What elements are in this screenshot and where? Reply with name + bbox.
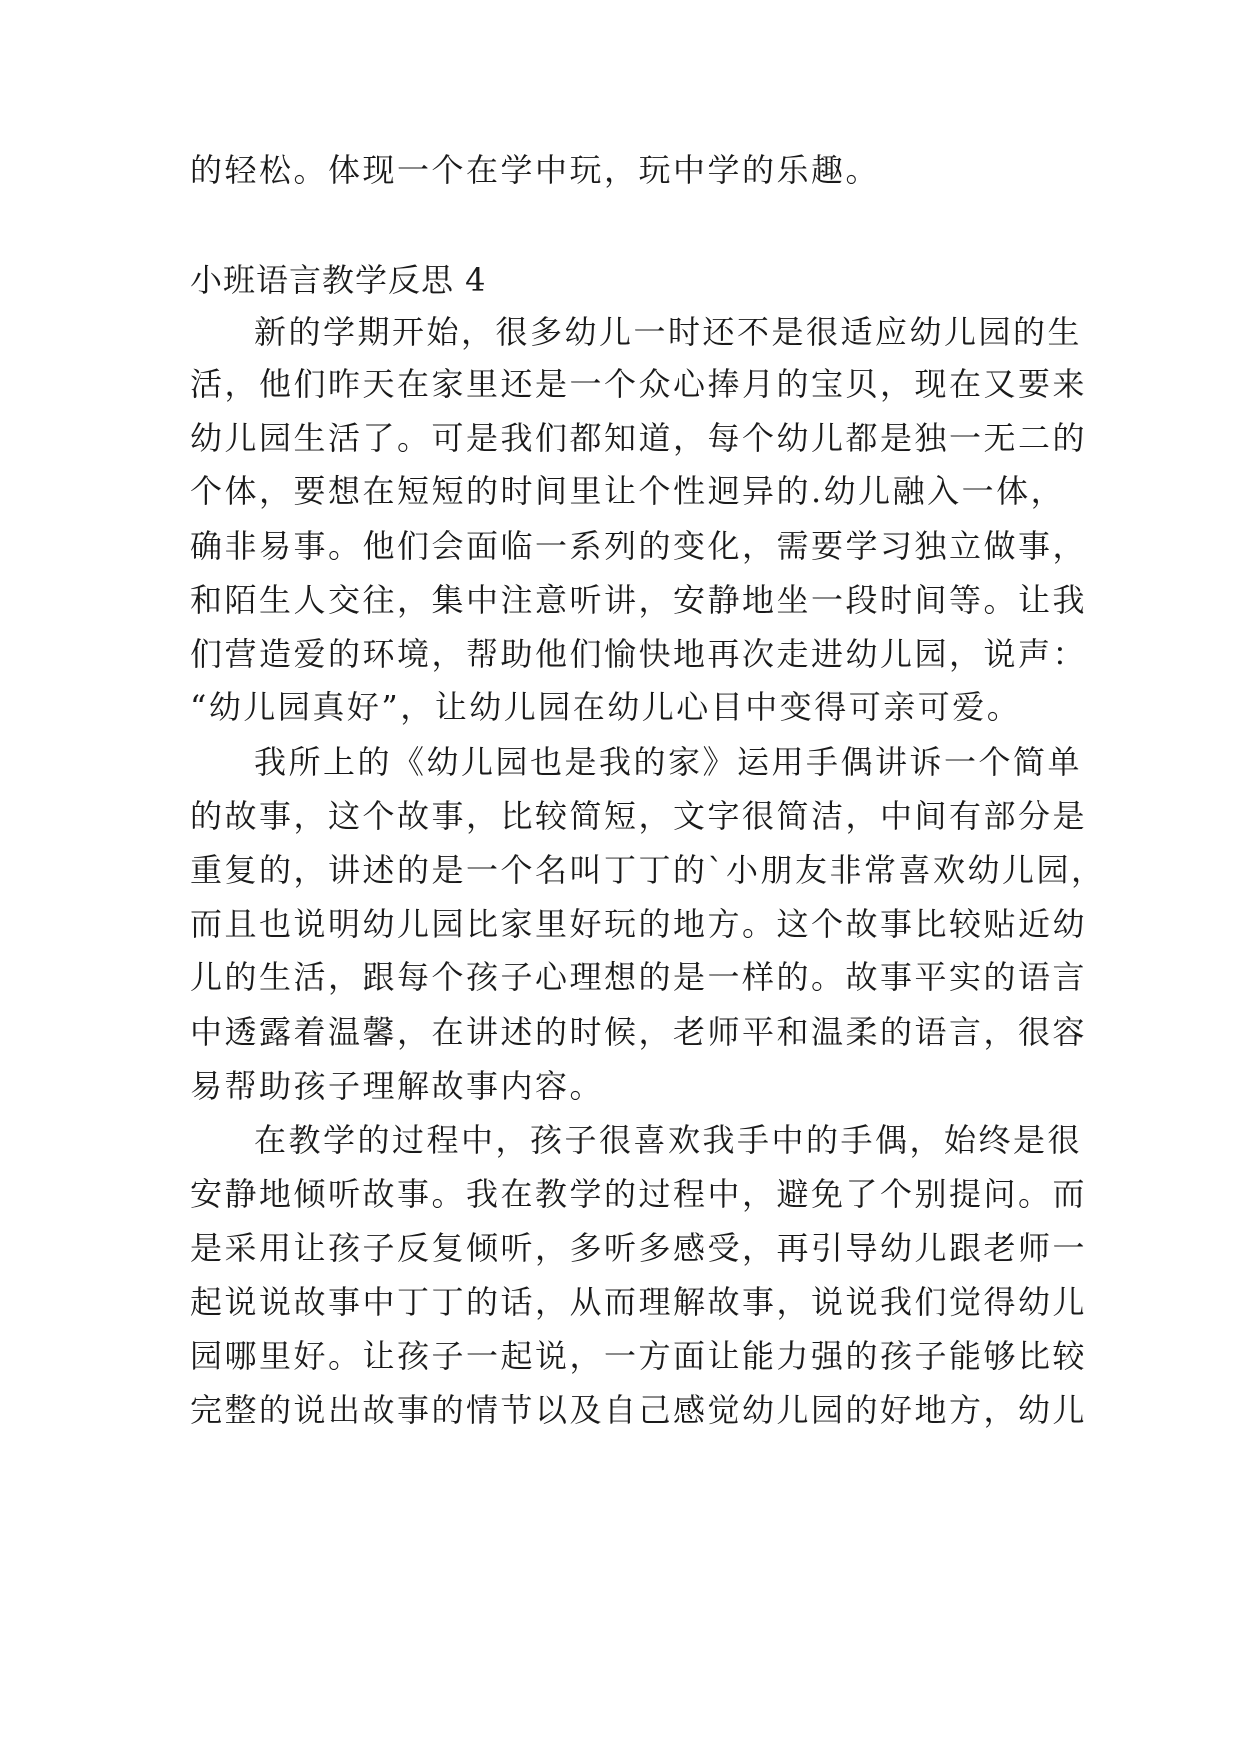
paragraph-line: 起说说故事中丁丁的话，从而理解故事，说说我们觉得幼儿 [190,1283,1088,1321]
intro-line: 的轻松。体现一个在学中玩，玩中学的乐趣。 [190,151,881,189]
paragraph-line: 重复的，讲述的是一个名叫丁丁的`小朋友非常喜欢幼儿园， [190,851,1106,889]
paragraph-line: 是采用让孩子反复倾听，多听多感受，再引导幼儿跟老师一 [190,1229,1088,1267]
paragraph-line: “幼儿园真好”，让幼儿园在幼儿心目中变得可亲可爱。 [190,688,1022,726]
paragraph-line: 儿的生活，跟每个孩子心理想的是一样的。故事平实的语言 [190,958,1088,996]
paragraph-line: 活，他们昨天在家里还是一个众心捧月的宝贝，现在又要来 [190,365,1088,403]
paragraph-line: 中透露着温馨，在讲述的时候，老师平和温柔的语言，很容 [190,1013,1088,1051]
paragraph-line: 幼儿园生活了。可是我们都知道，每个幼儿都是独一无二的 [190,419,1088,457]
section-title: 小班语言教学反思 4 [190,261,487,299]
paragraph-line: 在教学的过程中，孩子很喜欢我手中的手偶，始终是很 [254,1121,1083,1159]
paragraph-line: 们营造爱的环境，帮助他们愉快地再次走进幼儿园，说声： [190,635,1088,673]
paragraph-line: 新的学期开始，很多幼儿一时还不是很适应幼儿园的生 [254,313,1083,351]
paragraph-line: 的故事，这个故事，比较简短，文字很简洁，中间有部分是 [190,797,1088,835]
paragraph-line: 确非易事。他们会面临一系列的变化，需要学习独立做事， [190,527,1088,565]
paragraph-line: 安静地倾听故事。我在教学的过程中，避免了个别提问。而 [190,1175,1088,1213]
paragraph-line: 园哪里好。让孩子一起说，一方面让能力强的孩子能够比较 [190,1337,1088,1375]
paragraph-line: 我所上的《幼儿园也是我的家》运用手偶讲诉一个简单 [254,743,1083,781]
paragraph-line: 和陌生人交往，集中注意听讲，安静地坐一段时间等。让我 [190,581,1088,619]
paragraph-line: 个体，要想在短短的时间里让个性迥异的.幼儿融入一体， [190,472,1066,510]
paragraph-line: 易帮助孩子理解故事内容。 [190,1067,605,1105]
paragraph-line: 完整的说出故事的情节以及自己感觉幼儿园的好地方，幼儿 [190,1391,1088,1429]
paragraph-line: 而且也说明幼儿园比家里好玩的地方。这个故事比较贴近幼 [190,905,1088,943]
